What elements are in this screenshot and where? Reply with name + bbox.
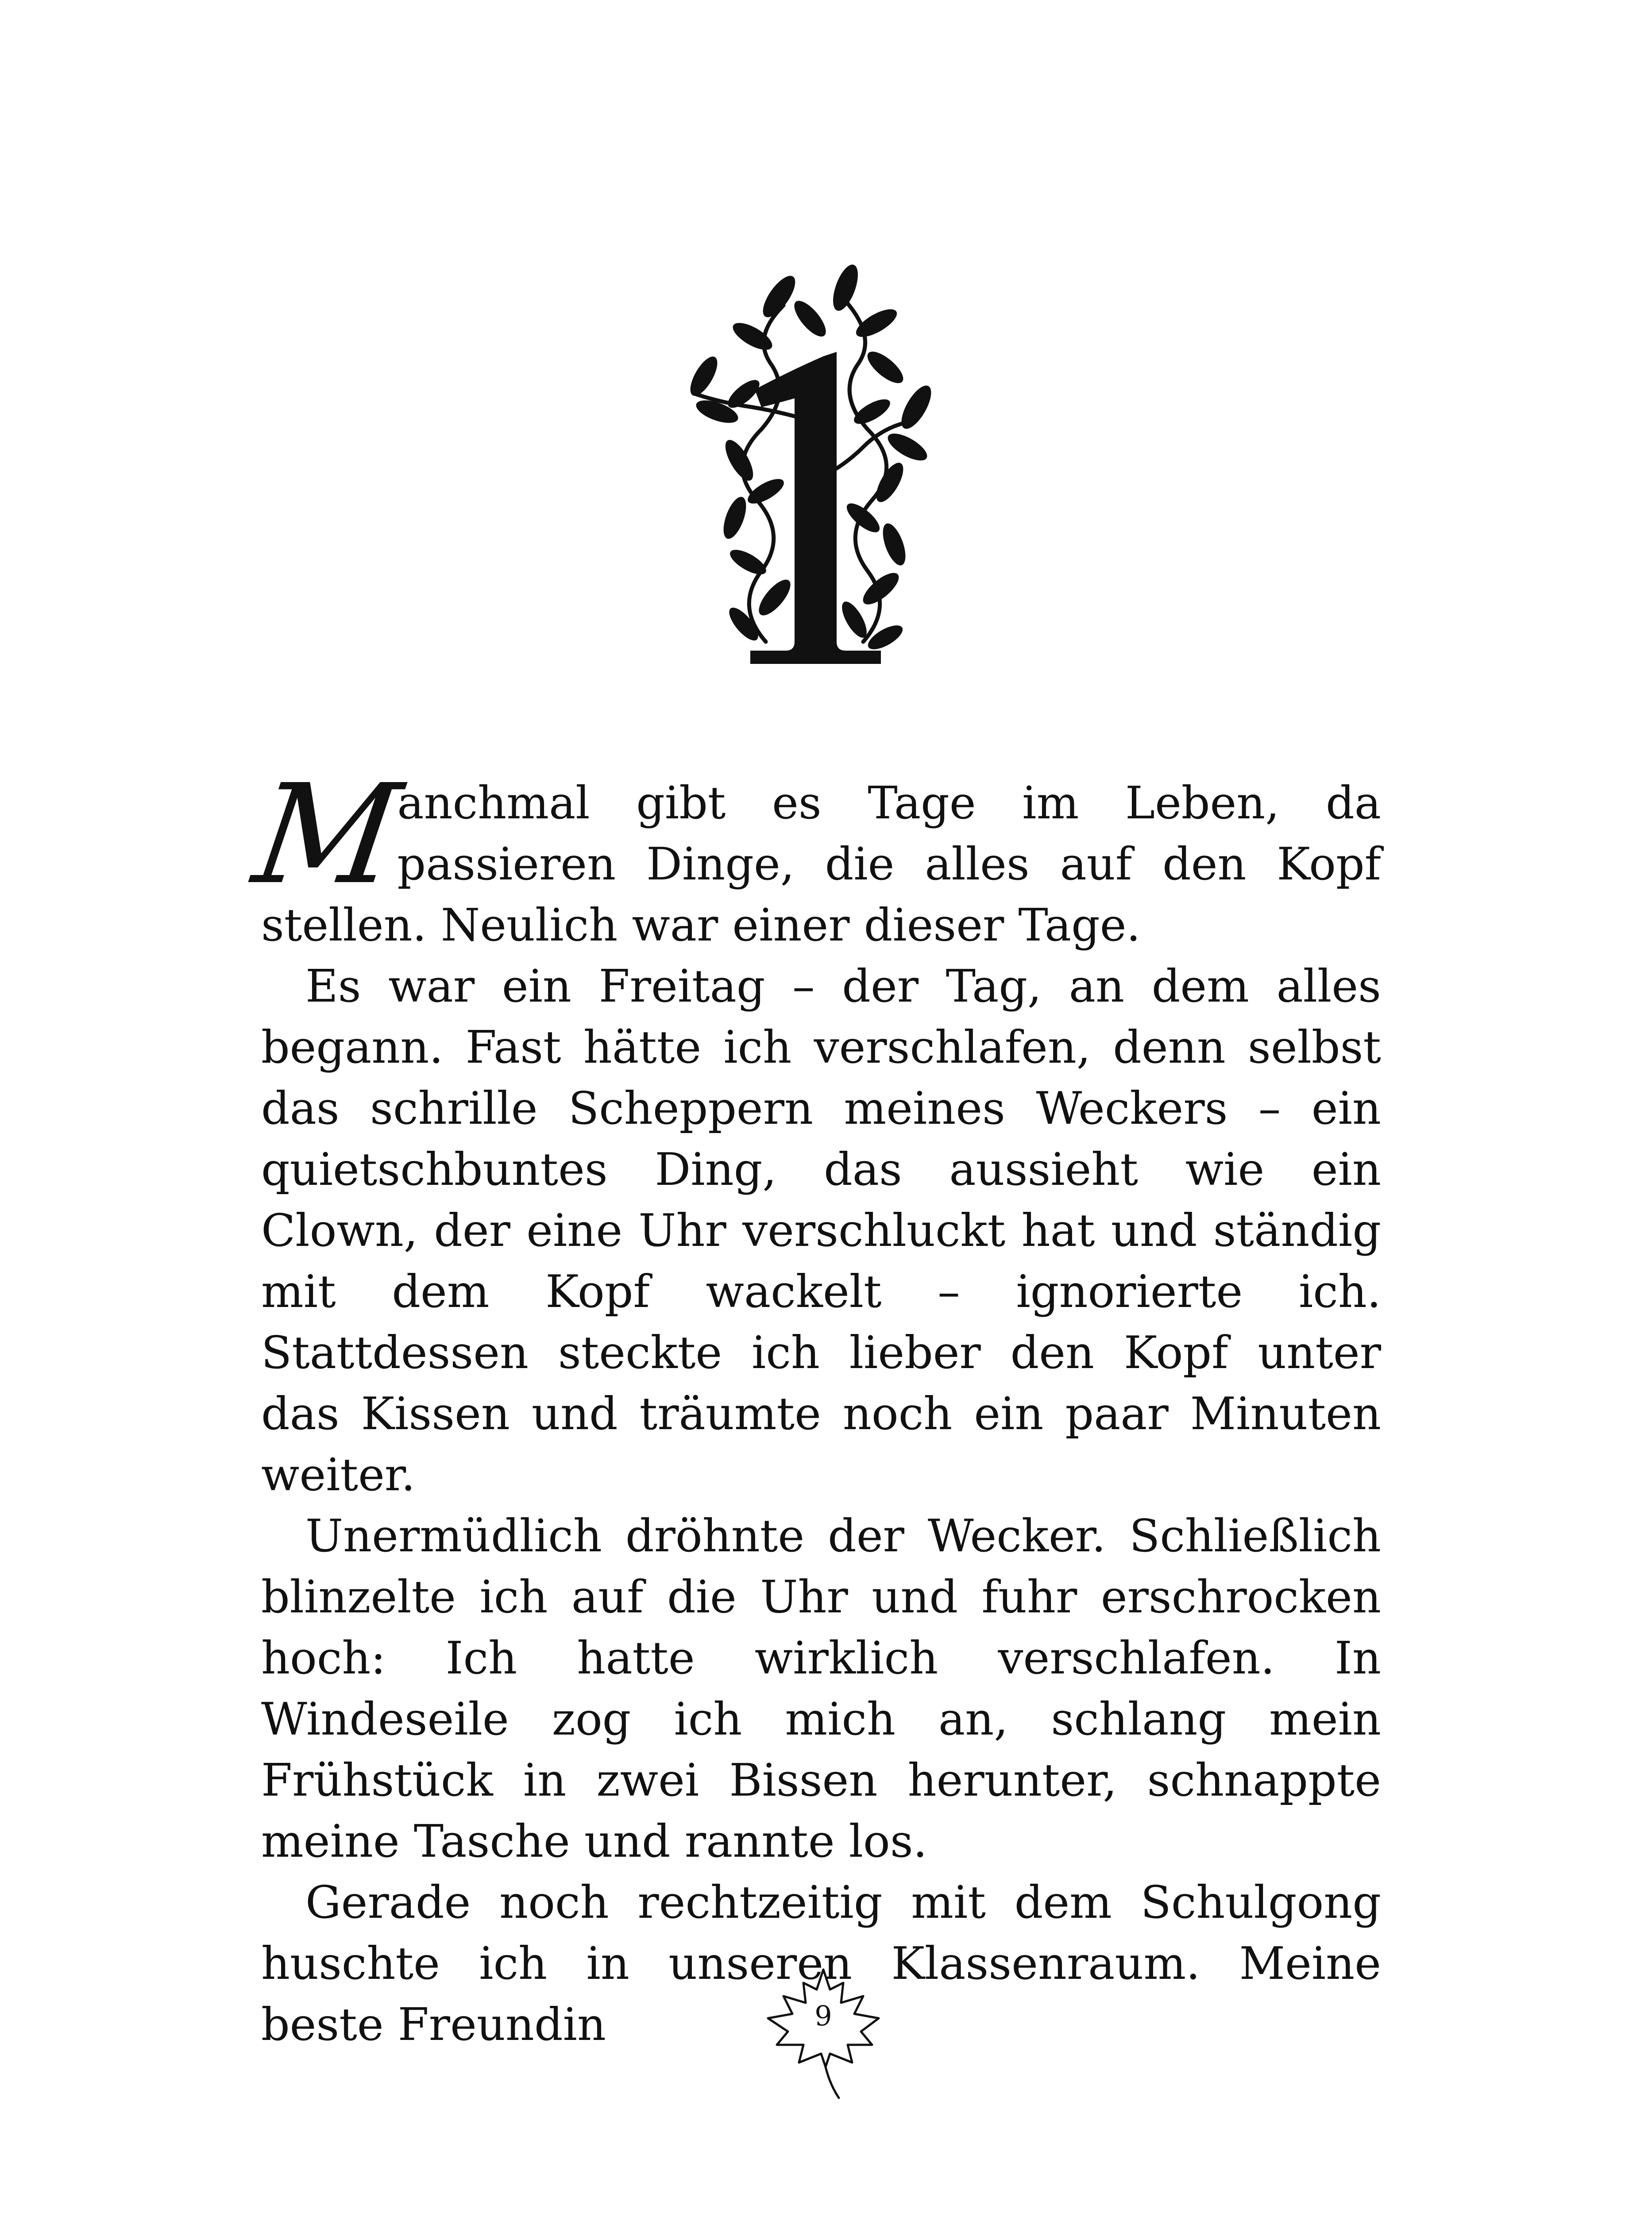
paragraph-2: Es war ein Freitag – der Tag, an dem alles begann. Fast hätte ich verschlafen, denn selbst das schrille Scheppern meines Weckers – ein quietschbuntes Ding, das aussieht wie ein Clown, der eine Uhr verschluckt hat und ständig mit dem Kopf wackelt – ignorierte ich. Stattdessen steckte ich lieber den Kopf unter das Kissen und träumte noch ein paar Minuten weiter. <box>261 960 1381 1501</box>
vine-wrapped-numeral-icon <box>677 261 952 686</box>
page-number-frame <box>759 1965 888 2102</box>
page-number: 9 <box>814 2000 832 2032</box>
chapter-body-text <box>245 755 1381 2055</box>
paragraph-3: Unermüdlich dröhnte der Wecker. Schließlich blinzelte ich auf die Uhr und fuhr erschrocken hoch: Ich hatte wirklich verschlafen. In Windeseile zog ich mich an, schlang mein Frühstück in zwei Bissen herunter, schnappte meine Tasche und rannte los. <box>261 1510 1381 1867</box>
paragraph-4: Gerade noch rechtzeitig mit dem Schulgong huschte ich in unseren Klassenraum. Meine beste Freundin <box>261 1876 1381 2051</box>
maple-leaf-icon <box>759 1965 888 2102</box>
drop-cap: M <box>245 755 404 915</box>
paragraph-1-text: anchmal gibt es Tage im Leben, da passieren Dinge, die alles auf den Kopf stellen. Neulich war einer dieser Tage. <box>261 777 1381 951</box>
chapter-number-ornament <box>677 261 952 686</box>
paragraph-1 <box>245 755 1381 956</box>
